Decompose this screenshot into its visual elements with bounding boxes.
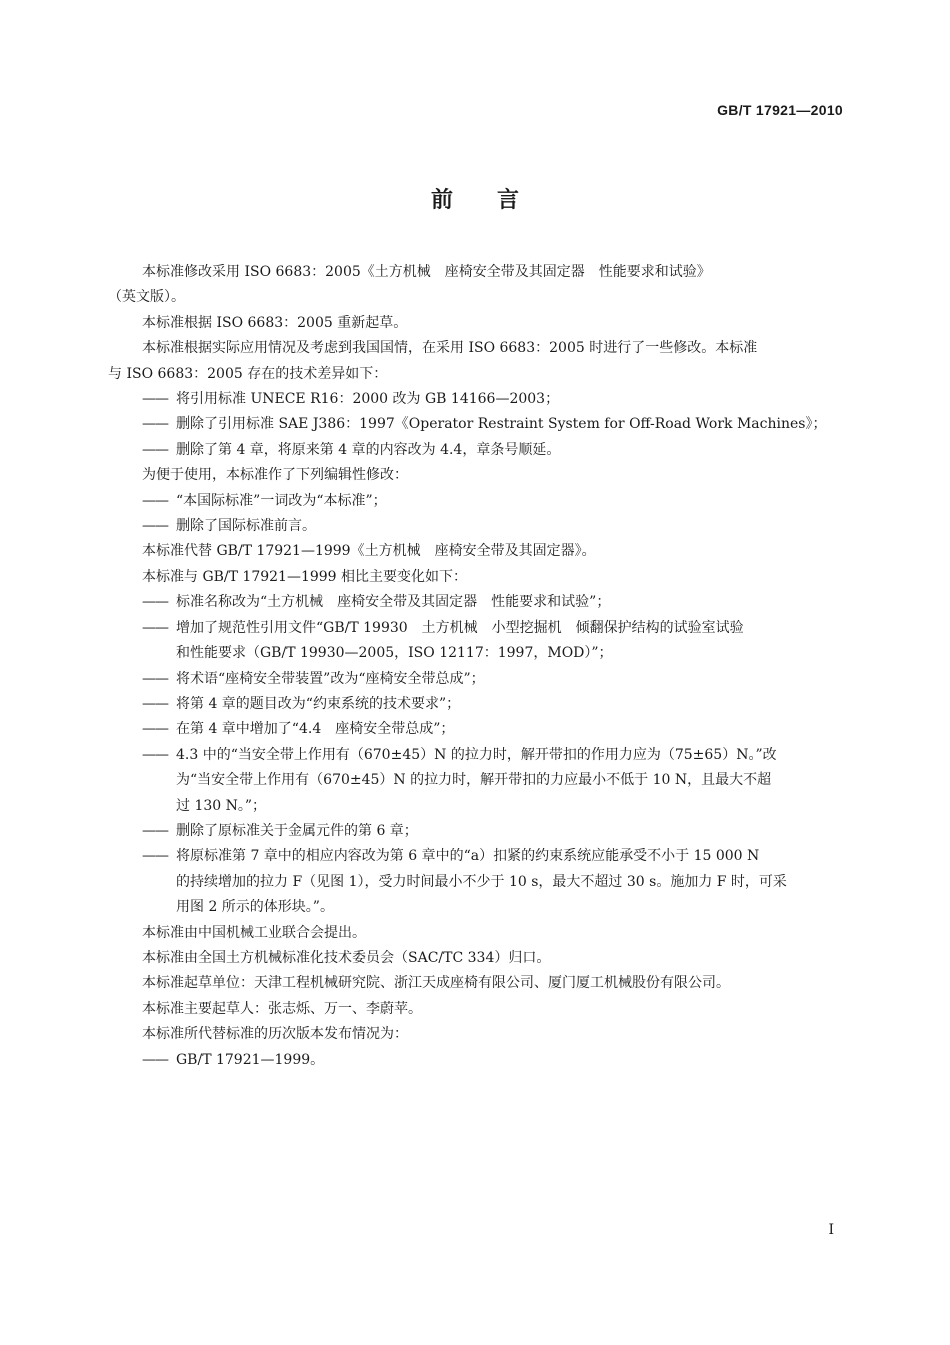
list-item-text: 4.3 中的“当安全带上作用有（670±45）N 的拉力时，解开带扣的作用力应为（75±65）N。”改	[176, 746, 777, 763]
dash-marker: ——	[142, 619, 168, 636]
dash-marker: ——	[142, 441, 168, 458]
list-item-text: 删除了第 4 章，将原来第 4 章的内容改为 4.4，章条号顺延。	[176, 441, 561, 458]
dash-marker: ——	[142, 391, 168, 408]
paragraph: 本标准主要起草人：张志烁、万一、李蔚苹。	[142, 1000, 422, 1017]
dash-marker: ——	[142, 695, 168, 712]
paragraph: 本标准修改采用 ISO 6683：2005《土方机械 座椅安全带及其固定器 性能要求和试验》	[142, 264, 711, 280]
list-item	[108, 692, 848, 717]
list-item-text: 用图 2 所示的体形块。”。	[176, 899, 334, 916]
list-item	[108, 667, 848, 692]
list-item-text: 和性能要求（GB/T 19930—2005，ISO 12117：1997，MOD）”；	[176, 645, 613, 662]
dash-marker: ——	[142, 518, 168, 535]
foreword-body	[108, 260, 848, 1073]
page-title: 前言	[430, 188, 563, 213]
list-item	[108, 489, 848, 514]
list-item-text: 将术语“座椅安全带装置”改为“座椅安全带总成”；	[176, 670, 485, 687]
list-item	[108, 717, 848, 742]
dash-marker: ——	[142, 594, 168, 611]
list-item-text: 删除了引用标准 SAE J386：1997《Operator Restraint System for Off-Road Work Machines》；	[176, 416, 827, 433]
list-item-text: 删除了原标准关于金属元件的第 6 章；	[176, 822, 418, 839]
paragraph-continuation: （英文版）。	[108, 289, 185, 306]
list-item-text: 将原标准第 7 章中的相应内容改为第 6 章中的“a）扣紧的约束系统应能承受不小于 15 000 N	[176, 848, 760, 865]
paragraph: 本标准由全国土方机械标准化技术委员会（SAC/TC 334）归口。	[142, 949, 551, 966]
list-item-text: GB/T 17921—1999。	[176, 1051, 325, 1068]
dash-marker: ——	[142, 746, 168, 763]
paragraph: 本标准起草单位：天津工程机械研究院、浙江天成座椅有限公司、厦门厦工机械股份有限公司。	[142, 975, 730, 992]
paragraph: 本标准代替 GB/T 17921—1999《土方机械 座椅安全带及其固定器》。	[142, 543, 596, 560]
list-item	[108, 590, 848, 615]
list-item-text: 过 130 N。”；	[176, 797, 267, 814]
list-item	[108, 743, 848, 819]
list-item	[108, 412, 848, 437]
dash-marker: ——	[142, 416, 168, 433]
list-item-text: 在第 4 章中增加了“4.4 座椅安全带总成”；	[176, 721, 455, 738]
list-item	[108, 819, 848, 844]
list-item-text: 将第 4 章的题目改为“约束系统的技术要求”；	[176, 695, 461, 712]
standard-number: GB/T 17921—2010	[717, 102, 843, 118]
page-number: I	[828, 1222, 834, 1238]
paragraph: 本标准与 GB/T 17921—1999 相比主要变化如下：	[142, 568, 468, 585]
dash-marker: ——	[142, 822, 168, 839]
list-item-text: 标准名称改为“土方机械 座椅安全带及其固定器 性能要求和试验”；	[176, 594, 611, 611]
list-item-text: 的持续增加的拉力 F（见图 1），受力时间最小不少于 10 s，最大不超过 30 s。施加力 F 时，可采	[176, 873, 787, 890]
list-item-text: 删除了国际标准前言。	[176, 518, 316, 535]
dash-marker: ——	[142, 721, 168, 738]
dash-marker: ——	[142, 1051, 168, 1068]
list-item	[108, 616, 848, 667]
list-item	[108, 438, 848, 463]
dash-marker: ——	[142, 492, 168, 509]
list-item	[108, 387, 848, 412]
list-item-text: 将引用标准 UNECE R16：2000 改为 GB 14166—2003；	[176, 391, 560, 408]
list-item-text: 为“当安全带上作用有（670±45）N 的拉力时，解开带扣的力应最小不低于 10 N，且最大不超	[176, 772, 772, 789]
list-item	[108, 514, 848, 539]
list-item	[108, 1048, 848, 1073]
list-item-text: “本国际标准”一词改为“本标准”；	[176, 492, 387, 509]
paragraph-continuation: 与 ISO 6683：2005 存在的技术差异如下：	[108, 365, 388, 382]
paragraph: 本标准根据实际应用情况及考虑到我国国情，在采用 ISO 6683：2005 时进行了一些修改。本标准	[142, 340, 758, 357]
paragraph: 为便于使用，本标准作了下列编辑性修改：	[142, 467, 408, 484]
paragraph: 本标准所代替标准的历次版本发布情况为：	[142, 1026, 408, 1043]
list-item	[108, 844, 848, 920]
paragraph: 本标准根据 ISO 6683：2005 重新起草。	[142, 314, 408, 331]
paragraph: 本标准由中国机械工业联合会提出。	[142, 924, 366, 941]
list-item-text: 增加了规范性引用文件“GB/T 19930 土方机械 小型挖掘机 倾翻保护结构的试验室试验	[176, 619, 744, 636]
dash-marker: ——	[142, 670, 168, 687]
dash-marker: ——	[142, 848, 168, 865]
